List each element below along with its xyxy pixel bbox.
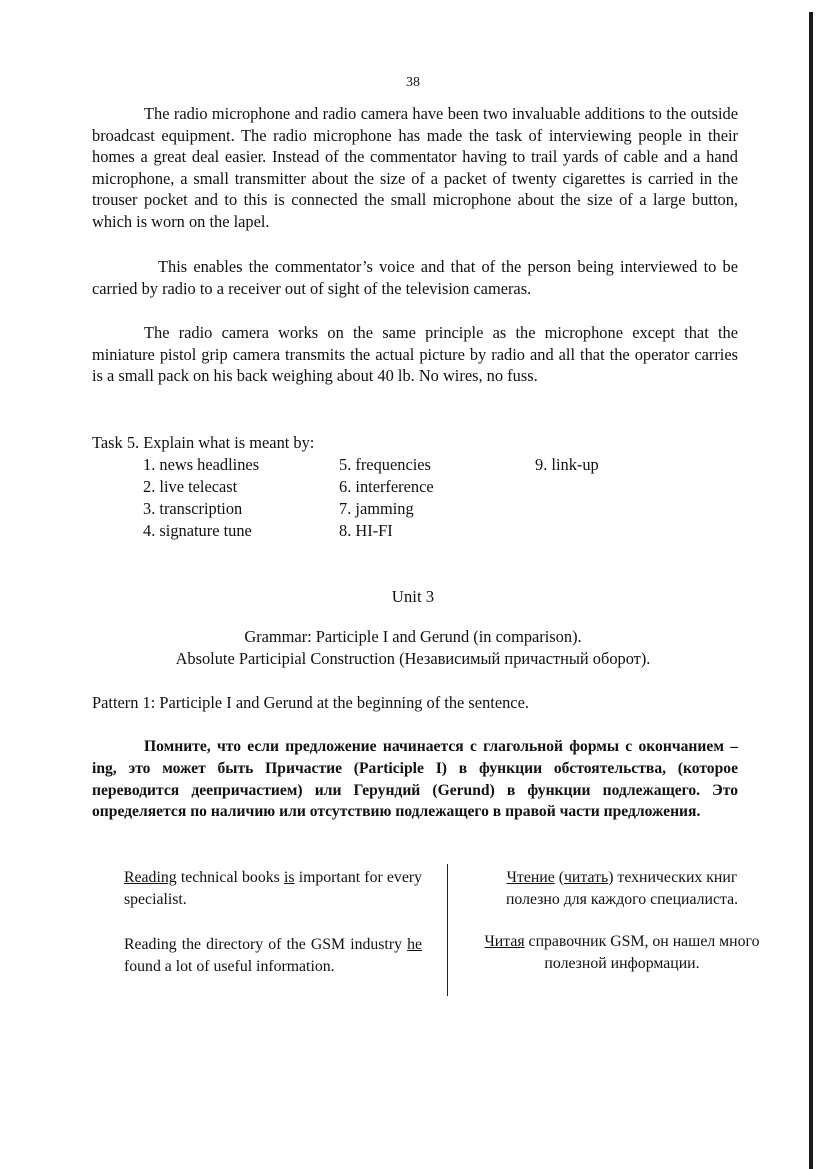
underlined-word: Reading (124, 869, 177, 886)
grammar-subheading: Absolute Participial Construction (Независимый причастный оборот). (175, 649, 651, 668)
example-text: technical books (176, 869, 284, 886)
paragraph-1: The radio microphone and radio camera have been two invaluable additions to the outside broadcast equipment. The radio microphone has made the task of interviewing people in their homes a great deal easier. Instead of the commentator having to trail yards of cable and a hand microphone, a small transmitter about the size of a packet of twenty cigarettes is carried in the trouser pocket and to this is connected the small microphone about the size of a large button, which is worn on the lapel. (92, 104, 738, 231)
page-number: 38 (406, 75, 420, 90)
underlined-word: Чтение (506, 869, 555, 886)
example-text: ( (554, 869, 564, 886)
task-item: 9. link-up (535, 455, 599, 474)
task-list (143, 454, 663, 542)
grammar-heading: Grammar: Participle I and Gerund (in comparison). (244, 627, 582, 646)
example-1-russian (479, 867, 765, 910)
example-text: important for every specialist. (124, 869, 422, 908)
example-2-russian (479, 931, 765, 974)
underlined-word: is (283, 869, 295, 886)
example-text: found a lot of useful information. (124, 957, 335, 975)
paragraph-2: This enables the commentator’s voice and that of the person being interviewed to be carried by radio to a receiver out of sight of the television cameras. (92, 257, 738, 298)
example-2-english (124, 934, 422, 977)
task-title: Task 5. Explain what is meant by: (92, 433, 315, 452)
underlined-word: читать (563, 869, 609, 886)
pattern-heading: Pattern 1: Participle I and Gerund at the beginning of the sentence. (92, 693, 529, 712)
russian-note: Помните, что если предложение начинается с глагольной формы с окончанием – ing, это может быть Причастие (Participle I) в функции обстоятельства, (которое переводится деепричастием) или Герундий (Gerund) в функции подлежащего. Это определяется по наличию или отсутствию подлежащего в правой части предложения. (92, 738, 738, 821)
unit-title: Unit 3 (391, 587, 435, 606)
example-1-english (124, 867, 422, 910)
task-item: 6. interference (339, 477, 434, 496)
task-item: 8. HI-FI (339, 521, 393, 540)
paragraph-3: The radio camera works on the same principle as the microphone except that the miniature pistol grip camera transmits the actual picture by radio and all that the operator carries is a small pack on his back weighing about 40 lb. No wires, no fuss. (92, 323, 738, 386)
task-item: 7. jamming (339, 499, 414, 518)
example-text: Reading the directory of the GSM industry (124, 936, 408, 953)
task-item: 3. transcription (143, 499, 243, 518)
task-item: 2. live telecast (143, 477, 238, 496)
task-item: 4. signature tune (143, 521, 252, 540)
example-text: справочник GSM, он нашел много полезной информации. (524, 933, 760, 972)
example-text: ) технических книг полезно для каждого специалиста. (505, 869, 739, 908)
underlined-word: Читая (484, 933, 525, 950)
column-divider (447, 864, 448, 996)
task-item: 5. frequencies (339, 455, 431, 474)
task-item: 1. news headlines (143, 455, 260, 474)
underlined-word: he (407, 936, 422, 953)
